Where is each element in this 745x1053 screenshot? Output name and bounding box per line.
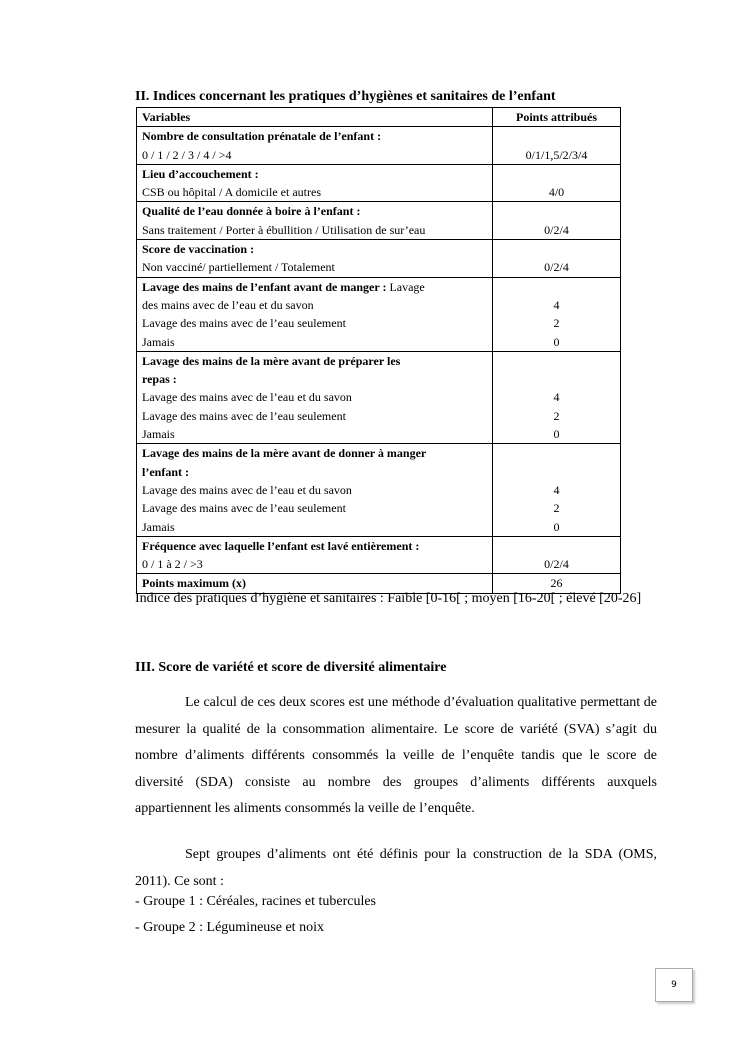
row-label: Nombre de consultation prénatale de l’enfant : [142, 129, 382, 144]
row-label: Lavage des mains de l’enfant avant de manger : [142, 279, 387, 294]
row-line: Lavage des mains avec de l’eau et du savon [142, 482, 352, 497]
row-label: Lieu d’accouchement : [142, 166, 259, 181]
table-row [137, 202, 621, 240]
row-line: Jamais [142, 519, 175, 534]
table-row [137, 351, 621, 443]
row-points: 4 [553, 482, 560, 497]
row-variable-cell [137, 536, 493, 574]
total-points: 26 [493, 574, 621, 593]
table-row [137, 127, 621, 165]
row-points: 2 [553, 316, 560, 331]
table-row [137, 277, 621, 351]
row-points: 2 [553, 408, 560, 423]
row-variable-cell [137, 351, 493, 443]
row-points-cell [493, 351, 621, 443]
row-points: 2 [553, 501, 560, 516]
table-row [137, 444, 621, 536]
row-points: 0/2/4 [544, 260, 569, 275]
row-line: CSB ou hôpital / A domicile et autres [142, 185, 321, 200]
row-line: Sans traitement / Porter à ébullition / Utilisation de sur’eau [142, 222, 426, 237]
list-item: - Groupe 2 : Légumineuse et noix [135, 920, 324, 935]
row-label-cont: repas : [142, 372, 177, 387]
row-label: Lavage des mains de la mère avant de donner à manger [142, 446, 427, 461]
row-line: Jamais [142, 334, 175, 349]
row-points: 0 [553, 334, 560, 349]
row-variable-cell [137, 164, 493, 202]
row-points: 0/1/1,5/2/3/4 [525, 147, 588, 162]
row-line: des mains avec de l’eau et du savon [142, 297, 314, 312]
row-points-cell [493, 240, 621, 278]
row-label: Qualité de l’eau donnée à boire à l’enfant : [142, 204, 361, 219]
row-line: Lavage des mains avec de l’eau seulement [142, 501, 346, 516]
header-variables: Variables [137, 108, 493, 127]
row-line: Non vacciné/ partiellement / Totalement [142, 260, 335, 275]
row-points: 0 [553, 519, 560, 534]
row-points-cell [493, 164, 621, 202]
page-number: 9 [655, 968, 693, 1002]
row-label-cont: l’enfant : [142, 464, 189, 479]
row-points: 4 [553, 297, 560, 312]
table-row [137, 536, 621, 574]
row-points-cell [493, 127, 621, 165]
row-points: 0 [553, 427, 560, 442]
row-points-cell [493, 277, 621, 351]
row-line: Lavage des mains avec de l’eau seulement [142, 408, 346, 423]
section-3-title: III. Score de variété et score de diversité alimentaire [135, 660, 447, 675]
row-points-cell [493, 444, 621, 536]
section-2-title: II. Indices concernant les pratiques d’hygiènes et sanitaires de l’enfant [135, 89, 556, 104]
table-row [137, 164, 621, 202]
total-label: Points maximum (x) [137, 574, 493, 593]
row-variable-cell [137, 127, 493, 165]
row-points: 4/0 [548, 185, 565, 200]
row-points-cell [493, 536, 621, 574]
row-line: 0 / 1 / 2 / 3 / 4 / >4 [142, 147, 232, 162]
row-line: Jamais [142, 427, 175, 442]
header-points: Points attribués [493, 108, 621, 127]
row-line: Lavage des mains avec de l’eau et du savon [142, 390, 352, 405]
hygiene-index-caption: Indice des pratiques d’hygiène et sanitaires : Faible [0-16[ ; moyen [16-20[ ; élevé [20-26] [135, 591, 642, 606]
paragraph-scores: Le calcul de ces deux scores est une méthode d’évaluation qualitative permettant de mesurer la qualité de la consommation alimentaire. Le score de variété (SVA) s’agit du nombre d’aliments différents consommés la veille de l’enquête tandis que le score de diversité (SDA) consiste au nombre des groupes d’aliments différents auxquels appartiennent les aliments consommés la veille de l’enquête. [135, 695, 657, 816]
paragraph-groups-intro: Sept groupes d’aliments ont été définis pour la construction de la SDA (OMS, 2011). Ce sont : [135, 847, 657, 889]
table-row [137, 240, 621, 278]
row-points: 0/2/4 [544, 557, 569, 572]
hygiene-scoring-table [136, 107, 621, 594]
row-variable-cell [137, 277, 493, 351]
row-label: Lavage des mains de la mère avant de préparer les [142, 353, 401, 368]
row-points: 4 [553, 390, 560, 405]
row-points-cell [493, 202, 621, 240]
row-variable-cell [137, 444, 493, 536]
row-line: Lavage des mains avec de l’eau seulement [142, 316, 346, 331]
row-label: Score de vaccination : [142, 242, 255, 257]
row-variable-cell [137, 240, 493, 278]
row-label-tail: Lavage [386, 279, 425, 294]
row-label: Fréquence avec laquelle l’enfant est lavé entièrement : [142, 538, 420, 553]
list-item: - Groupe 1 : Céréales, racines et tubercules [135, 894, 377, 909]
row-line: 0 / 1 à 2 / >3 [142, 557, 203, 572]
row-variable-cell [137, 202, 493, 240]
row-points: 0/2/4 [544, 222, 569, 237]
table-header-row [137, 108, 621, 127]
